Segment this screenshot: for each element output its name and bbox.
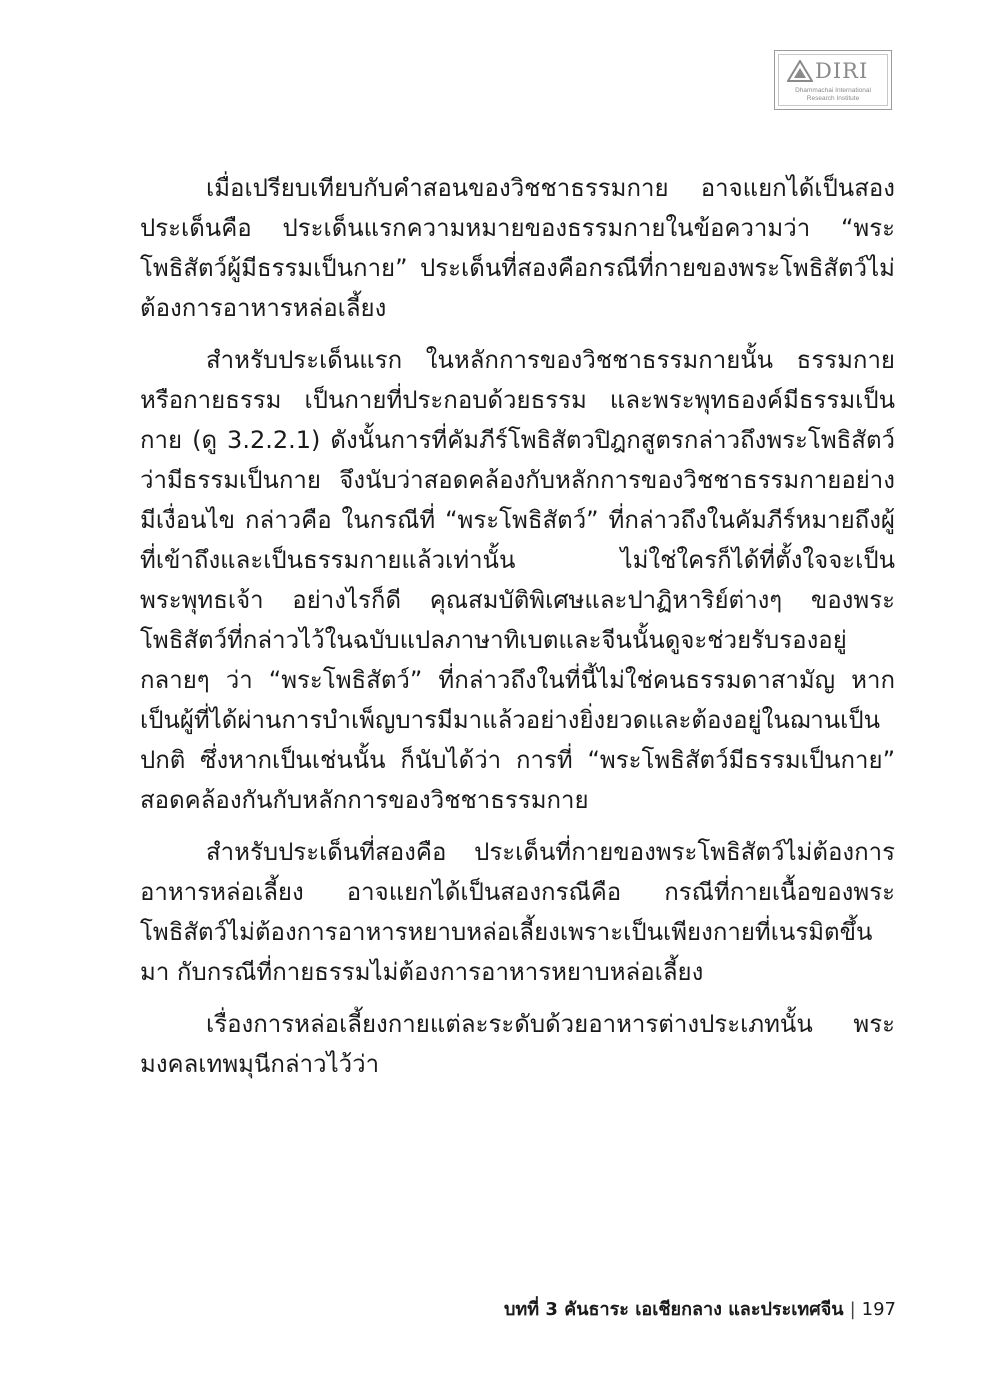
body-text xyxy=(140,168,895,1096)
page-footer xyxy=(504,1294,896,1323)
triangle-emblem-icon xyxy=(787,60,813,82)
logo-subtitle-line2: Research Institute xyxy=(806,95,860,102)
chapter-title: บทที่ 3 คันธาระ เอเชียกลาง และประเทศจีน xyxy=(503,1299,844,1320)
logo-name: DIRI xyxy=(815,59,869,83)
logo-subtitle xyxy=(787,87,879,103)
paragraph-2: สำหรับประเด็นแรก ในหลักการของวิชชาธรรมกายนั้น ธรรมกายหรือกายธรรม เป็นกายที่ประกอบด้วยธรรม และพระพุทธองค์มีธรรมเป็นกาย (ดู 3.2.2.1) ดังนั้นการที่คัมภีร์โพธิสัตวปิฎกสูตรกล่าวถึงพระโพธิสัตว์ว่ามีธรรมเป็นกาย จึงนับว่าสอดคล้องกับหลักการของวิชชาธรรมกายอย่างมีเงื่อนไข กล่าวคือ ในกรณีที่ “พระโพธิสัตว์” ที่กล่าวถึงในคัมภีร์หมายถึงผู้ที่เข้าถึงและเป็นธรรมกายแล้วเท่านั้น ไม่ใช่ใครก็ได้ที่ตั้งใจจะเป็นพระพุทธเจ้า อย่างไรก็ดี คุณสมบัติพิเศษและปาฏิหาริย์ต่างๆ ของพระโพธิสัตว์ที่กล่าวไว้ในฉบับแปลภาษาทิเบตและจีนนั้นดูจะช่วยรับรองอยู่กลายๆ ว่า “พระโพธิสัตว์” ที่กล่าวถึงในที่นี้ไม่ใช่คนธรรมดาสามัญ หากเป็นผู้ที่ได้ผ่านการบำเพ็ญบารมีมาแล้วอย่างยิ่งยวดและต้องอยู่ในฌานเป็นปกติ ซึ่งหากเป็นเช่นนั้น ก็นับได้ว่า การที่ “พระโพธิสัตว์มีธรรมเป็นกาย” สอดคล้องกันกับหลักการของวิชชาธรรมกาย xyxy=(140,346,895,814)
paragraph-3: สำหรับประเด็นที่สองคือ ประเด็นที่กายของพระโพธิสัตว์ไม่ต้องการอาหารหล่อเลี้ยง อาจแยกได้เป็นสองกรณีคือ กรณีที่กายเนื้อของพระโพธิสัตว์ไม่ต้องการอาหารหยาบหล่อเลี้ยงเพราะเป็นเพียงกายที่เนรมิตขึ้นมา กับกรณีที่กายธรรมไม่ต้องการอาหารหยาบหล่อเลี้ยง xyxy=(140,838,895,986)
logo-subtitle-line1: Dhammachai International xyxy=(795,87,871,94)
paragraph-1: เมื่อเปรียบเทียบกับคำสอนของวิชชาธรรมกาย อาจแยกได้เป็นสองประเด็นคือ ประเด็นแรกความหมายของธรรมกายในข้อความว่า “พระโพธิสัตว์ผู้มีธรรมเป็นกาย” ประเด็นที่สองคือกรณีที่กายของพระโพธิสัตว์ไม่ต้องการอาหารหล่อเลี้ยง xyxy=(140,174,895,322)
institute-logo xyxy=(774,50,892,110)
footer-separator: | xyxy=(849,1299,856,1320)
paragraph-4: เรื่องการหล่อเลี้ยงกายแต่ละระดับด้วยอาหารต่างประเภทนั้น พระมงคลเทพมุนีกล่าวไว้ว่า xyxy=(140,1010,895,1078)
page-number: 197 xyxy=(861,1299,896,1320)
